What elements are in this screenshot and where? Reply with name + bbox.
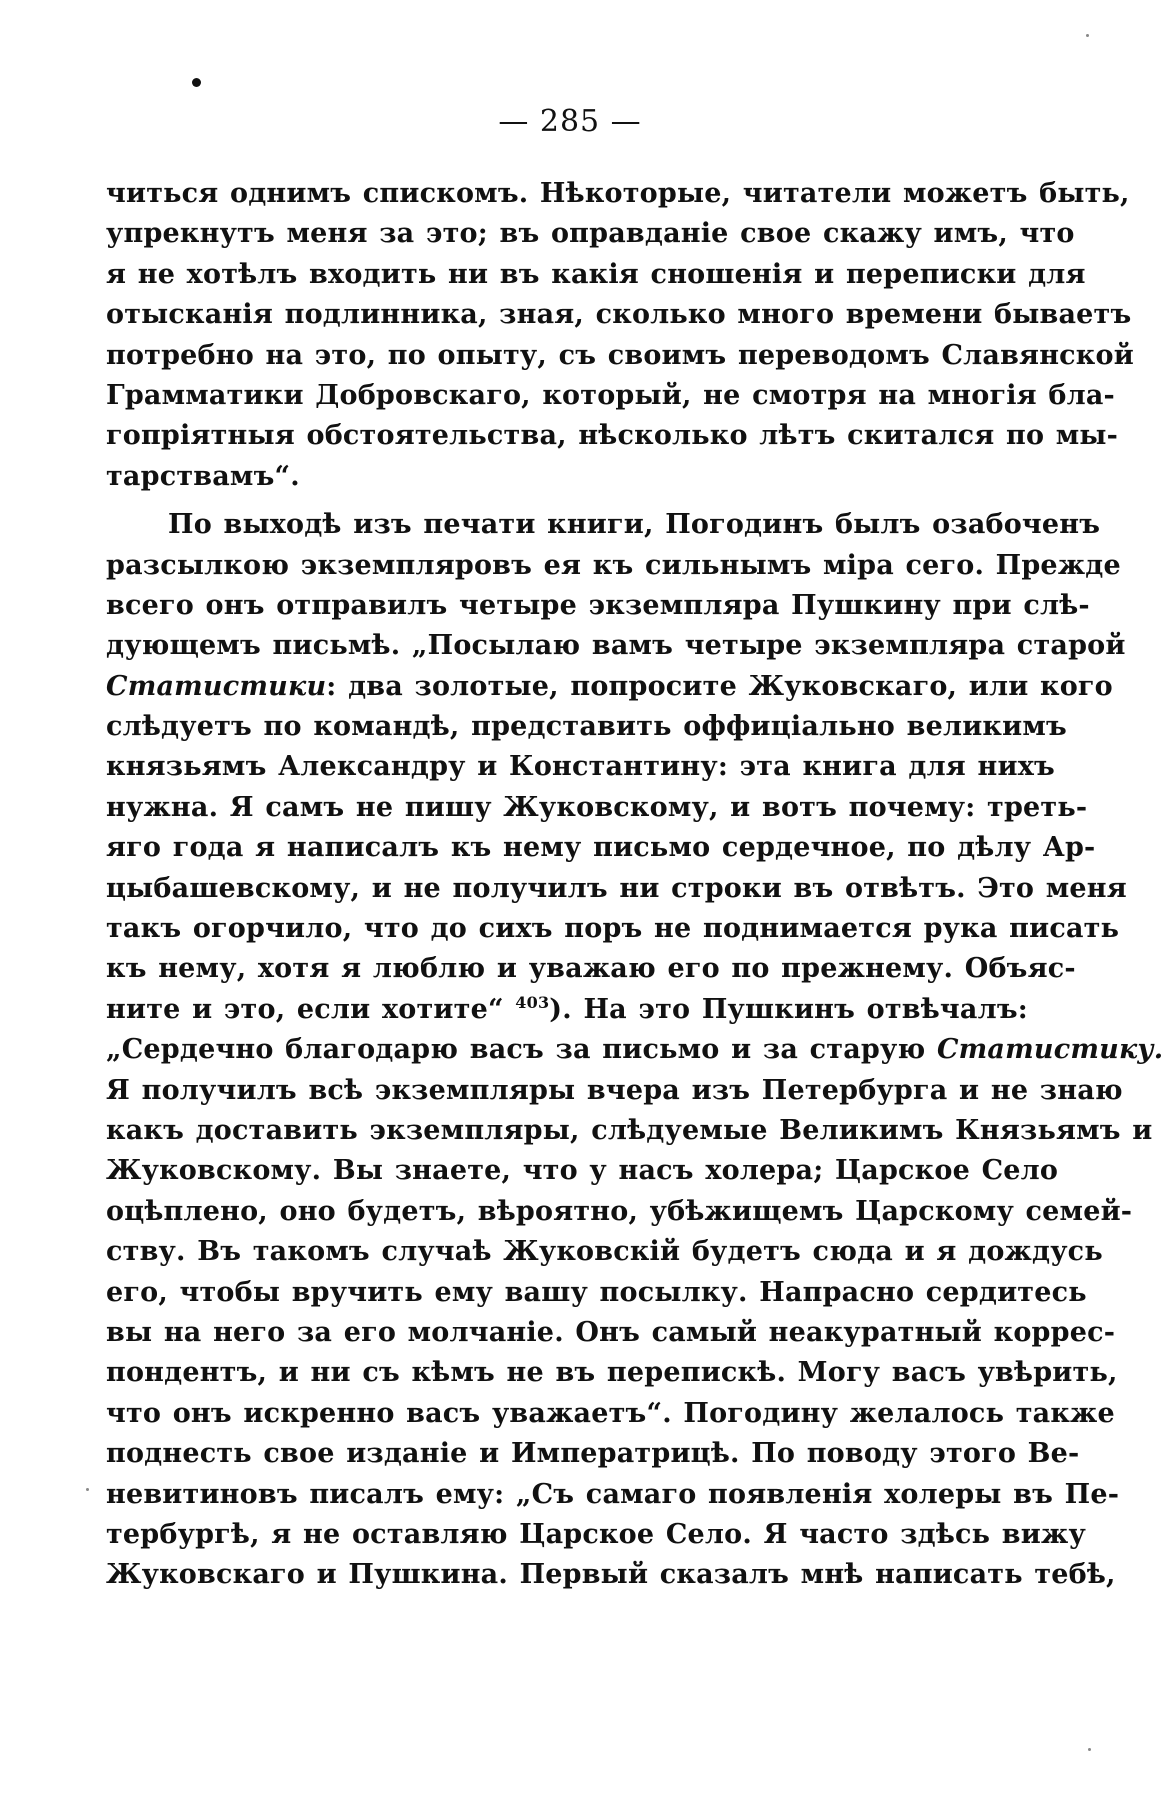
text-line: пондентъ, и ни съ кѣмъ не въ перепискѣ. Могу васъ увѣрить, [106, 1357, 1118, 1389]
text-line: слѣдуетъ по командѣ, представить оффиціально великимъ [106, 711, 1067, 743]
text-line: По выходѣ изъ печати книги, Погодинъ былъ озабоченъ [168, 509, 1101, 541]
italic-title: Статистики [106, 670, 327, 702]
text-line: невитиновъ писалъ ему: „Съ самаго появленія холеры въ Пе- [106, 1478, 1120, 1510]
text-line [106, 990, 1028, 1030]
text-line: какъ доставить экземпляры, слѣдуемые Великимъ Князьямъ и [106, 1114, 1153, 1146]
text-line: поднесть свое изданіе и Императрицѣ. По поводу этого Ве- [106, 1438, 1080, 1470]
text-line: всего онъ отправилъ четыре экземпляра Пушкину при слѣ- [106, 589, 1090, 621]
speck [1086, 34, 1089, 37]
line-fragment: ните и это, если хотите“ [106, 993, 516, 1025]
text-line: дующемъ письмѣ. „Посылаю вамъ четыре экземпляра старой [106, 630, 1126, 662]
text-line: князьямъ Александру и Константину: эта книга для нихъ [106, 751, 1055, 783]
text-line: гопріятныя обстоятельства, нѣсколько лѣтъ скитался по мы- [106, 420, 1119, 452]
footnote-ref: 403 [515, 992, 550, 1012]
text-line: отысканія подлинника, зная, сколько много времени бываетъ [106, 299, 1132, 331]
text-line: такъ огорчило, что до сихъ поръ не поднимается рука писать [106, 913, 1120, 945]
text-line: Грамматики Добровскаго, который, не смотря на многія бла- [106, 379, 1115, 411]
text-line: Я получилъ всѣ экземпляры вчера изъ Петербурга и не знаю [106, 1074, 1123, 1106]
text-line: яго года я написалъ къ нему письмо сердечное, по дѣлу Ар- [106, 832, 1096, 864]
text-line: къ нему, хотя я люблю и уважаю его по прежнему. Объяс- [106, 953, 1076, 985]
text-line: цыбашевскому, и не получилъ ни строки въ отвѣтъ. Это меня [106, 872, 1127, 904]
text-line: что онъ искренно васъ уважаетъ“. Погодину желалось также [106, 1397, 1115, 1429]
text-line: вы на него за его молчаніе. Онъ самый неакуратный коррес- [106, 1316, 1116, 1348]
text-line: читься однимъ спискомъ. Нѣкоторые, читатели можетъ быть, [106, 178, 1130, 209]
ink-dot [192, 78, 201, 87]
line-fragment: ). На это Пушкинъ отвѣчалъ: [549, 993, 1028, 1025]
body-text [106, 174, 1163, 1596]
text-line: ству. Въ такомъ случаѣ Жуковскій будетъ сюда и я дождусь [106, 1236, 1103, 1268]
line-fragment: „Сердечно благодарю васъ за письмо и за старую [106, 1034, 937, 1066]
speck [1088, 1748, 1091, 1751]
text-line: тербургѣ, я не оставляю Царское Село. Я часто здѣсь вижу [106, 1518, 1086, 1550]
text-line: тарствамъ“. [106, 460, 300, 492]
text-line [106, 1030, 1163, 1070]
line-fragment: : два золотые, попросите Жуковскаго, или кого [326, 670, 1113, 702]
page-number: — 285 — [498, 104, 642, 139]
text-line: его, чтобы вручить ему вашу посылку. Напрасно сердитесь [106, 1276, 1087, 1308]
text-line: упрекнутъ меня за это; въ оправданіе свое скажу имъ, что [106, 218, 1075, 250]
text-line: я не хотѣлъ входить ни въ какія сношенія и переписки для [106, 258, 1086, 290]
text-line: Жуковскаго и Пушкина. Первый сказалъ мнѣ написать тебѣ, [106, 1559, 1116, 1591]
text-line: оцѣплено, оно будетъ, вѣроятно, убѣжищемъ Царскому семей- [106, 1195, 1133, 1227]
text-line [106, 667, 1113, 707]
text-line: потребно на это, по опыту, съ своимъ переводомъ Славянской [106, 339, 1134, 371]
text-line: Жуковскому. Вы знаете, что у насъ холера; Царское Село [106, 1155, 1059, 1187]
text-line: нужна. Я самъ не пишу Жуковскому, и вотъ почему: треть- [106, 791, 1088, 823]
text-line: разсылкою экземпляровъ ея къ сильнымъ міра сего. Прежде [106, 549, 1121, 581]
italic-title: Статистику. [936, 1034, 1163, 1066]
speck [86, 1488, 89, 1491]
